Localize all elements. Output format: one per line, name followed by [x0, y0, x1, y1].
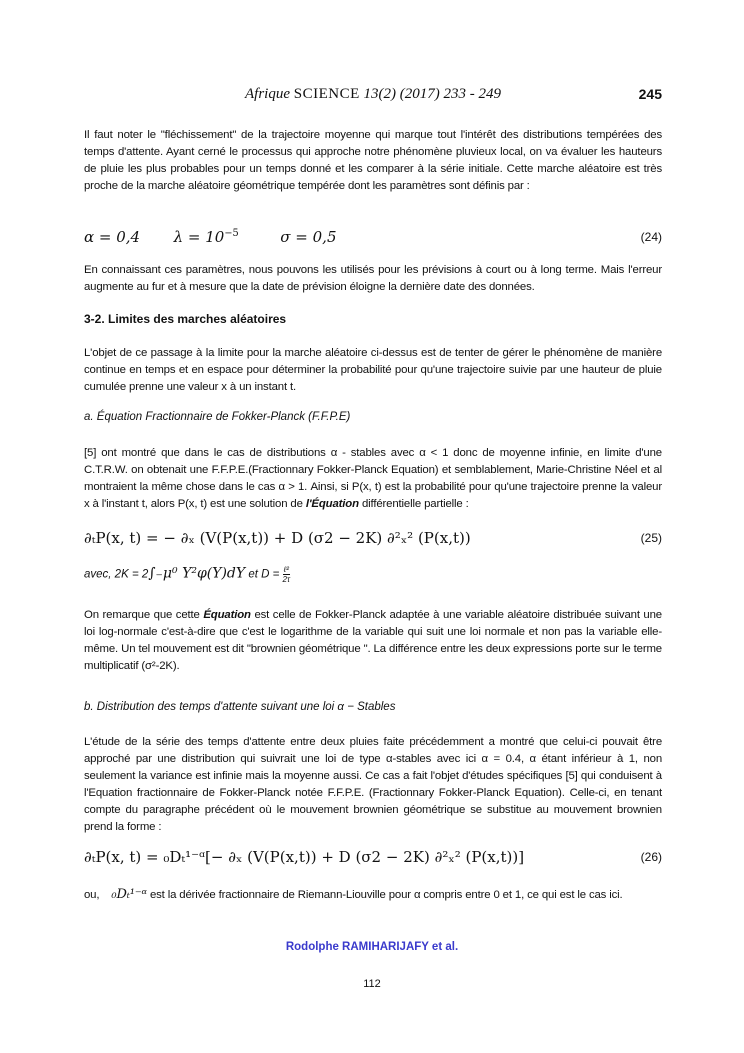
journal-name-italic: Afrique [245, 86, 290, 102]
para5-text: On remarque que cette [84, 609, 204, 621]
paragraph-2: En connaissant ces paramètres, nous pouvons les utilisés pour les prévisions à court ou à long terme. Mais l'erreur augmente au fur et à mesure que la date de prévision éloigne la dernière date des données. [84, 264, 662, 293]
footer-page-number: 112 [363, 978, 381, 990]
paragraph-5 [84, 607, 662, 675]
paragraph-1: Il faut noter le "fléchissement" de la trajectoire moyenne qui marque tout l'intérêt des distributions tempérées des temps d'attente. Ayant cerné le processus qui approche notre phénomène pluvieux local, on va évaluer les hauteurs de pluie les plus probables pour un temps donné et les comparer à la série initiale. Cette marche aléatoire est très proche de la marche aléatoire géométrique tempérée dont les paramètres sont définis par : [84, 129, 662, 192]
para4-text: [5] ont montré que dans le cas de distributions α - stables avec α < 1 donc de moyenne infinie, en limite d'une C.T.R.W. on obtenait une F.F.P.E.(Fractionnary Fokker-Planck Equation) et semblablement, Marie-Christine Néel et al montraient la même chose dans le cas α > 1. Ainsi, si P(x, t) est la probabilité pour qu'une trajectoire prenne la valeur x à l'instant t, alors P(x, t) est une solution de [84, 447, 662, 510]
para7-prefix: ou, [84, 889, 100, 901]
para4-emphasis: l'Équation [305, 498, 359, 510]
eq24-lambda: λ = 10 [173, 228, 225, 246]
eq24-lambda-exponent: −5 [224, 228, 239, 239]
cond-fraction [283, 565, 290, 584]
cond-frac-numerator: ℓ² [283, 565, 289, 574]
paragraph-7 [84, 886, 662, 904]
cond-prefix: avec, 2K = 2 [84, 568, 149, 581]
eq25-expression: ∂ₜP(x, t) = − ∂ₓ (V(P(x,t)) + D (σ2 − 2K) ∂²ₓ² (P(x,t)) [84, 529, 471, 547]
cond-mid: et D = [245, 568, 283, 581]
equation-25 [84, 529, 662, 553]
equation-24 [84, 228, 662, 252]
section-title: 3-2. Limites des marches aléatoires [84, 312, 287, 326]
para7-operator: ₀Dₜ¹⁻ᵅ [111, 887, 147, 902]
para4-text-end: différentielle partielle : [358, 498, 469, 510]
eq26-expression: ∂ₜP(x, t) = ₀Dₜ¹⁻ᵅ[− ∂ₓ (V(P(x,t)) + D (σ2 − 2K) ∂²ₓ² (P(x,t))] [84, 848, 525, 866]
equation-26 [84, 848, 662, 872]
eq24-sigma: σ = 0,5 [280, 228, 337, 246]
footer-authors: Rodolphe RAMIHARIJAFY et al. [285, 941, 459, 953]
subsection-a-title: a. Équation Fractionnaire de Fokker-Planck (F.F.P.E) [84, 411, 351, 423]
eq25-conditions [84, 565, 484, 601]
eq24-alpha: α = 0,4 [84, 228, 141, 246]
eq26-number: (26) [640, 850, 662, 864]
paragraph-6: L'étude de la série des temps d'attente entre deux pluies faite précédemment a montré que celui-ci pouvait être approché par une distribution qui suivrait une loi de type α-stables avec ici α = 0.4, α étant inférieur à 1, non seulement la variance est infinie mais la moyenne aussi. Ce cas a fait l'objet d'études spécifiques [5] qui conduisent à l'Equation fractionnaire de Fokker-Planck notée F.F.P.E. (Fractionnary Fokker-Planck Equation). Celle-ci, en tenant compte du paragraphe précédent où le mouvement brownien géométrique se substitue au mouvement brownien prend la forme : [84, 736, 662, 833]
cond-frac-denominator: 2τ [282, 575, 290, 584]
para5-text-end: est celle de Fokker-Planck adaptée à une variable aléatoire distribuée suivant une loi log-normale c'est-à-dire que c'est le logarithme de la variable qui suit une loi normale et non pas la variable elle-même. Un tel mouvement est dit "brownien géométrique ". La différence entre les deux expressions porte sur le terme multiplicatif (σ²-2K). [84, 609, 662, 672]
paragraph-4 [84, 445, 662, 513]
subsection-b-title: b. Distribution des temps d'attente suivant une loi α − Stables [84, 701, 396, 713]
journal-name-science: SCIENCE [293, 86, 360, 102]
cond-integral: ∫₋μ⁰ Y²φ(Y)dY [148, 565, 246, 582]
journal-reference: 13(2) (2017) 233 - 249 [363, 86, 501, 102]
journal-title [84, 86, 662, 103]
header-page-number: 245 [638, 86, 662, 102]
para7-text: est la dérivée fractionnaire de Riemann-Liouville pour α compris entre 0 et 1, ce qui est le cas ici. [146, 889, 623, 901]
para5-emphasis: Équation [203, 609, 251, 621]
running-header [84, 86, 662, 110]
eq24-number: (24) [640, 230, 662, 244]
eq25-number: (25) [640, 531, 662, 545]
paragraph-3: L'objet de ce passage à la limite pour la marche aléatoire ci-dessus est de tenter de gérer le phénomène de manière continue en temps et en espace pour déterminer la probabilité pour qu'une trajectoire suivie par une hauteur de pluie cumulée prenne une valeur x à un instant t. [84, 347, 662, 393]
